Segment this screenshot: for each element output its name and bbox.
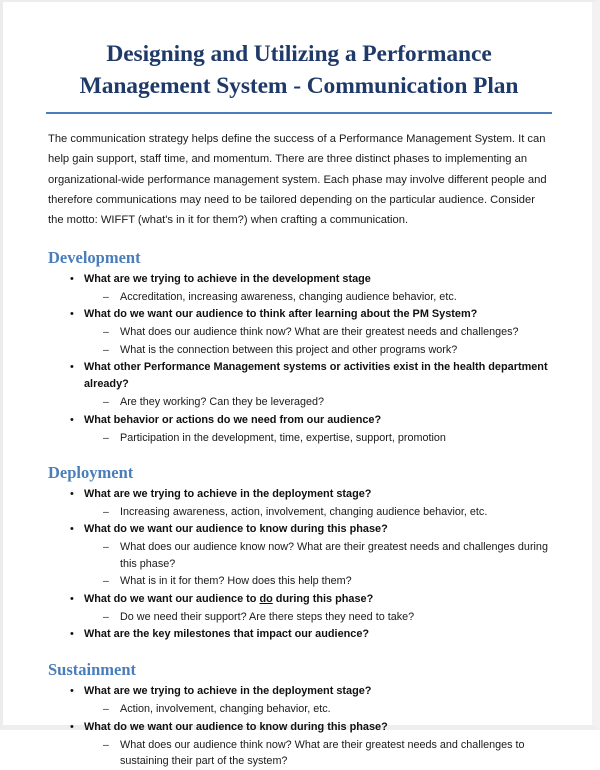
sub-list-item-label: What does our audience think now? What are their greatest needs and challenges? <box>120 326 519 339</box>
dash-bullet-icon: – <box>103 290 109 303</box>
dash-bullet-icon: – <box>103 541 109 554</box>
sub-list-item-label: Accreditation, increasing awareness, changing audience behavior, etc. <box>120 290 457 303</box>
sections-container <box>46 248 552 770</box>
list-item <box>46 626 552 643</box>
section-deployment <box>46 463 552 643</box>
bullet-point-icon: • <box>70 720 74 733</box>
dash-bullet-icon: – <box>103 326 109 339</box>
section-heading: Sustainment <box>48 660 137 680</box>
sub-bullet-list <box>46 737 552 770</box>
bullet-list <box>46 486 552 644</box>
sub-bullet-list <box>46 430 552 447</box>
list-item <box>46 683 552 700</box>
sub-list-item-label: Do we need their support? Are there steps they need to take? <box>120 610 415 623</box>
section-heading: Deployment <box>48 463 134 483</box>
sub-list-item <box>46 539 552 572</box>
section-development <box>46 248 552 446</box>
page-title-line-2: Management System - Communication Plan <box>79 73 519 100</box>
bullet-point-icon: • <box>70 592 74 605</box>
bullet-point-icon: • <box>70 487 74 500</box>
list-item <box>46 719 552 736</box>
sub-list-item <box>46 342 552 359</box>
list-item <box>46 306 552 323</box>
sub-bullet-list <box>46 609 552 626</box>
sub-bullet-list <box>46 289 552 306</box>
list-item-label: What are the key milestones that impact our audience? <box>84 628 370 641</box>
bullet-point-icon: • <box>70 308 74 321</box>
sub-list-item <box>46 609 552 626</box>
bullet-point-icon: • <box>70 361 74 374</box>
sub-bullet-list <box>46 701 552 718</box>
list-item-label: What behavior or actions do we need from our audience? <box>84 413 382 426</box>
sub-list-item-label: Participation in the development, time, expertise, support, promotion <box>120 431 446 444</box>
sub-bullet-list <box>46 394 552 411</box>
list-item-label: What other Performance Management systems or activities exist in the health department already? <box>84 361 548 391</box>
dash-bullet-icon: – <box>103 738 109 751</box>
dash-bullet-icon: – <box>103 431 109 444</box>
sub-list-item-label: What does our audience know now? What are their greatest needs and challenges during this phase? <box>120 541 548 570</box>
sub-list-item-label: What is the connection between this project and other programs work? <box>120 343 458 356</box>
list-item <box>46 412 552 429</box>
bullet-list <box>46 683 552 770</box>
label-segment-pre: What do we want our audience to <box>84 592 260 605</box>
page-title-line-1: Designing and Utilizing a Performance <box>106 41 492 67</box>
label-segment-underlined: do <box>259 592 273 605</box>
bullet-point-icon: • <box>70 413 74 426</box>
list-item <box>46 521 552 538</box>
sub-list-item <box>46 737 552 770</box>
list-item-label: What are we trying to achieve in the deployment stage? <box>84 487 372 500</box>
list-item-label <box>84 591 552 608</box>
list-item-label: What are we trying to achieve in the deployment stage? <box>84 685 372 698</box>
list-item-label: What are we trying to achieve in the development stage <box>84 272 371 285</box>
dash-bullet-icon: – <box>103 396 109 409</box>
bullet-point-icon: • <box>70 523 74 536</box>
bullet-point-icon: • <box>70 272 74 285</box>
dash-bullet-icon: – <box>103 505 109 518</box>
section-heading: Development <box>48 247 141 267</box>
sub-list-item-label: What is in it for them? How does this help them? <box>120 575 352 588</box>
list-item <box>46 271 552 288</box>
list-item <box>46 359 552 393</box>
bullet-list <box>46 271 552 447</box>
sub-list-item <box>46 701 552 718</box>
bullet-point-icon: • <box>70 628 74 641</box>
sub-list-item-label: Are they working? Can they be leveraged? <box>120 396 325 409</box>
dash-bullet-icon: – <box>103 703 109 716</box>
list-item <box>46 486 552 503</box>
sub-list-item-label: Increasing awareness, action, involvement, changing audience behavior, etc. <box>120 505 488 518</box>
sub-list-item <box>46 289 552 306</box>
list-item-label: What do we want our audience to think after learning about the PM System? <box>84 308 478 321</box>
document-content <box>3 2 592 770</box>
sub-list-item <box>46 324 552 341</box>
intro-paragraph: The communication strategy helps define the success of a Performance Management System. It can help gain support, staff time, and momentum. There are three distinct phases to implementing an organizational-wide performance management system. Each phase may involve different people and therefore communications may need to be tailored depending on the particular audience. Consider the motto: WIFFT (what's in it for them?) when crafting a communication. <box>48 132 547 227</box>
dash-bullet-icon: – <box>103 610 109 623</box>
sub-list-item-label: Action, involvement, changing behavior, etc. <box>120 703 331 716</box>
label-segment-post: during this phase? <box>272 592 374 605</box>
sub-list-item <box>46 394 552 411</box>
list-item-label: What do we want our audience to know during this phase? <box>84 720 388 733</box>
list-item <box>46 591 552 608</box>
dash-bullet-icon: – <box>103 575 109 588</box>
page-title <box>46 38 552 103</box>
section-sustainment <box>46 660 552 769</box>
dash-bullet-icon: – <box>103 343 109 356</box>
sub-list-item <box>46 504 552 521</box>
sub-list-item <box>46 573 552 590</box>
sub-bullet-list <box>46 504 552 521</box>
sub-bullet-list <box>46 324 552 358</box>
title-divider <box>46 112 552 114</box>
sub-bullet-list <box>46 539 552 590</box>
sub-list-item-label: What does our audience think now? What are their greatest needs and challenges to sustaining their part of the system? <box>120 738 525 768</box>
list-item-label: What do we want our audience to know during this phase? <box>84 523 388 536</box>
bullet-point-icon: • <box>70 685 74 698</box>
sub-list-item <box>46 430 552 447</box>
